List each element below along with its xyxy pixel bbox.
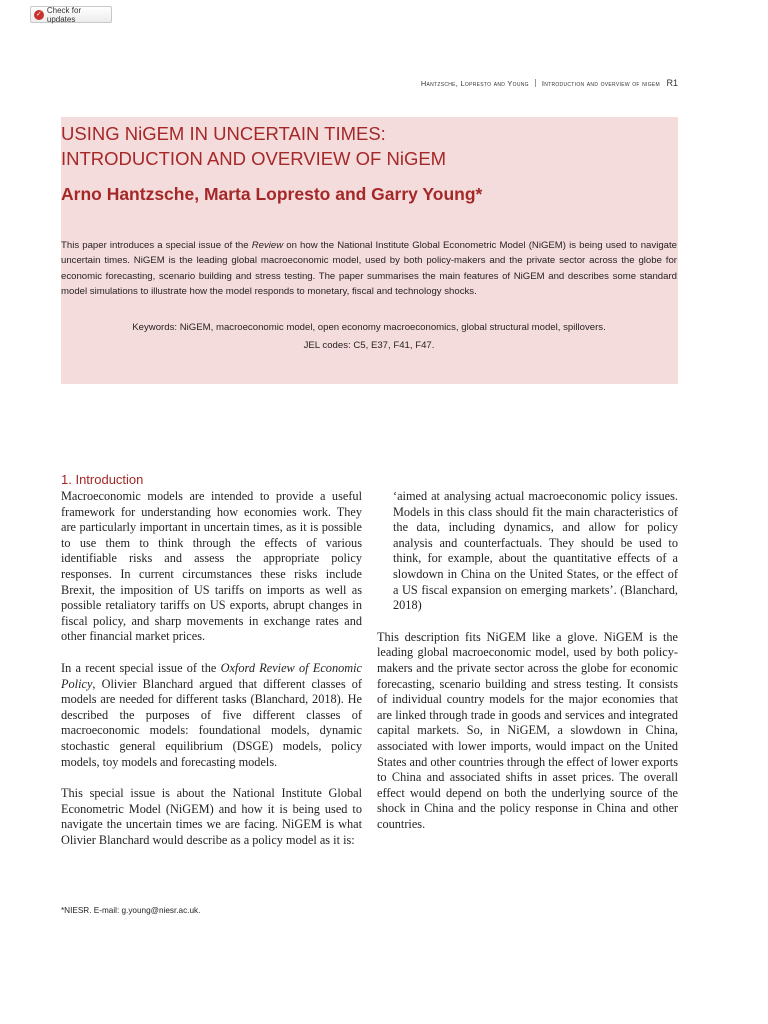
article-authors: Arno Hantzsche, Marta Lopresto and Garry Young* xyxy=(61,184,483,204)
article-title xyxy=(61,121,661,171)
intro-paragraph-2 xyxy=(61,661,362,770)
title-line-1: USING NiGEM IN UNCERTAIN TIMES: xyxy=(61,123,386,144)
intro-paragraph-4: This description fits NiGEM like a glove. NiGEM is the leading global macroeconomic model, used by both policy-makers and the private sector across the globe for economic forecasting, scenario building and stress testing. It consists of individual country models for the major economies that are linked through trade in goods and services and integrated capital markets. So, in NiGEM, a slowdown in China, associated with lower imports, would impact on the United States and other countries through the effect of lower exports to China and associated shifts in asset prices. The overall effect would depend on both the underlying source of the shock in China and the policy response in China and other countries. xyxy=(377,629,678,831)
left-column xyxy=(61,489,362,848)
page-number: R1 xyxy=(666,78,678,88)
check-for-updates-button[interactable] xyxy=(30,6,112,23)
intro-p2-journal-italic: Oxford Review of Economic Policy xyxy=(61,660,363,691)
running-head-authors: Hantzsche, Lopresto and Young xyxy=(420,79,529,88)
section-heading-introduction: 1. Introduction xyxy=(61,472,144,487)
intro-p2-post: , Olivier Blanchard argued that different classes of models are needed for different tasks (Blanchard, 2018). He described the purposes of five different classes of macroeconomic models: foundational models, dynamic stochastic general equilibrium (DSGE) models, policy models, toy models and forecasting models. xyxy=(61,676,362,769)
blanchard-quote: ‘aimed at analysing actual macroeconomic policy issues. Models in this class should fit the main characteristics of the data, including dynamics, and allow for policy analysis and counterfactuals. They should be used to think, for example, about the quantitative effects of a slowdown in China on the United States, or the effect of a US fiscal expansion on emerging markets’. (Blanchard, 2018) xyxy=(393,489,678,613)
intro-paragraph-1: Macroeconomic models are intended to provide a useful framework for understanding how economies work. They are particularly important in uncertain times, as it is possible to use them to think through the effects of various identifiable risks and assess the appropriate policy responses. In current circumstances these risks include Brexit, the imposition of US tariffs on imports as well as possible retaliatory tariffs on US exports, abrupt changes in fiscal policy, and sharp movements in exchange rates and other financial market prices. xyxy=(61,489,362,644)
footnote: *NIESR. E-mail: g.young@niesr.ac.uk. xyxy=(61,906,201,915)
check-for-updates-label: Check for updates xyxy=(46,5,82,24)
abstract-review-italic: Review xyxy=(251,240,284,251)
running-head-separator xyxy=(535,79,536,87)
running-head xyxy=(421,79,660,88)
intro-paragraph-3: This special issue is about the National Institute Global Econometric Model (NiGEM) and how it is being used to navigate the uncertain times we are facing. NiGEM is what Olivier Blanchard would describe as a policy model as it is: xyxy=(61,786,362,847)
abstract-text-post: on how the National Institute Global Econometric Model (NiGEM) is being used to navigate uncertain times. NiGEM is the leading global macroeconomic model, used by both policy-makers and the private sector across the globe for economic forecasting, scenario building and stress testing. The paper summarises the main features of NiGEM and describes some standard model simulations to illustrate how the model responds to monetary, fiscal and technology shocks. xyxy=(61,240,677,297)
intro-p2-pre: In a recent special issue of the xyxy=(61,660,221,675)
keywords: Keywords: NiGEM, macroeconomic model, open economy macroeconomics, global structural model, spillovers. xyxy=(132,322,606,333)
abstract-text-pre: This paper introduces a special issue of the xyxy=(61,240,252,251)
running-head-title: Introduction and overview of nigem xyxy=(541,79,660,88)
abstract xyxy=(61,238,677,299)
right-column xyxy=(377,489,678,832)
jel-codes: JEL codes: C5, E37, F41, F47. xyxy=(303,340,435,351)
title-line-2: INTRODUCTION AND OVERVIEW OF NiGEM xyxy=(61,148,447,169)
check-updates-icon: ✓ xyxy=(36,11,42,18)
